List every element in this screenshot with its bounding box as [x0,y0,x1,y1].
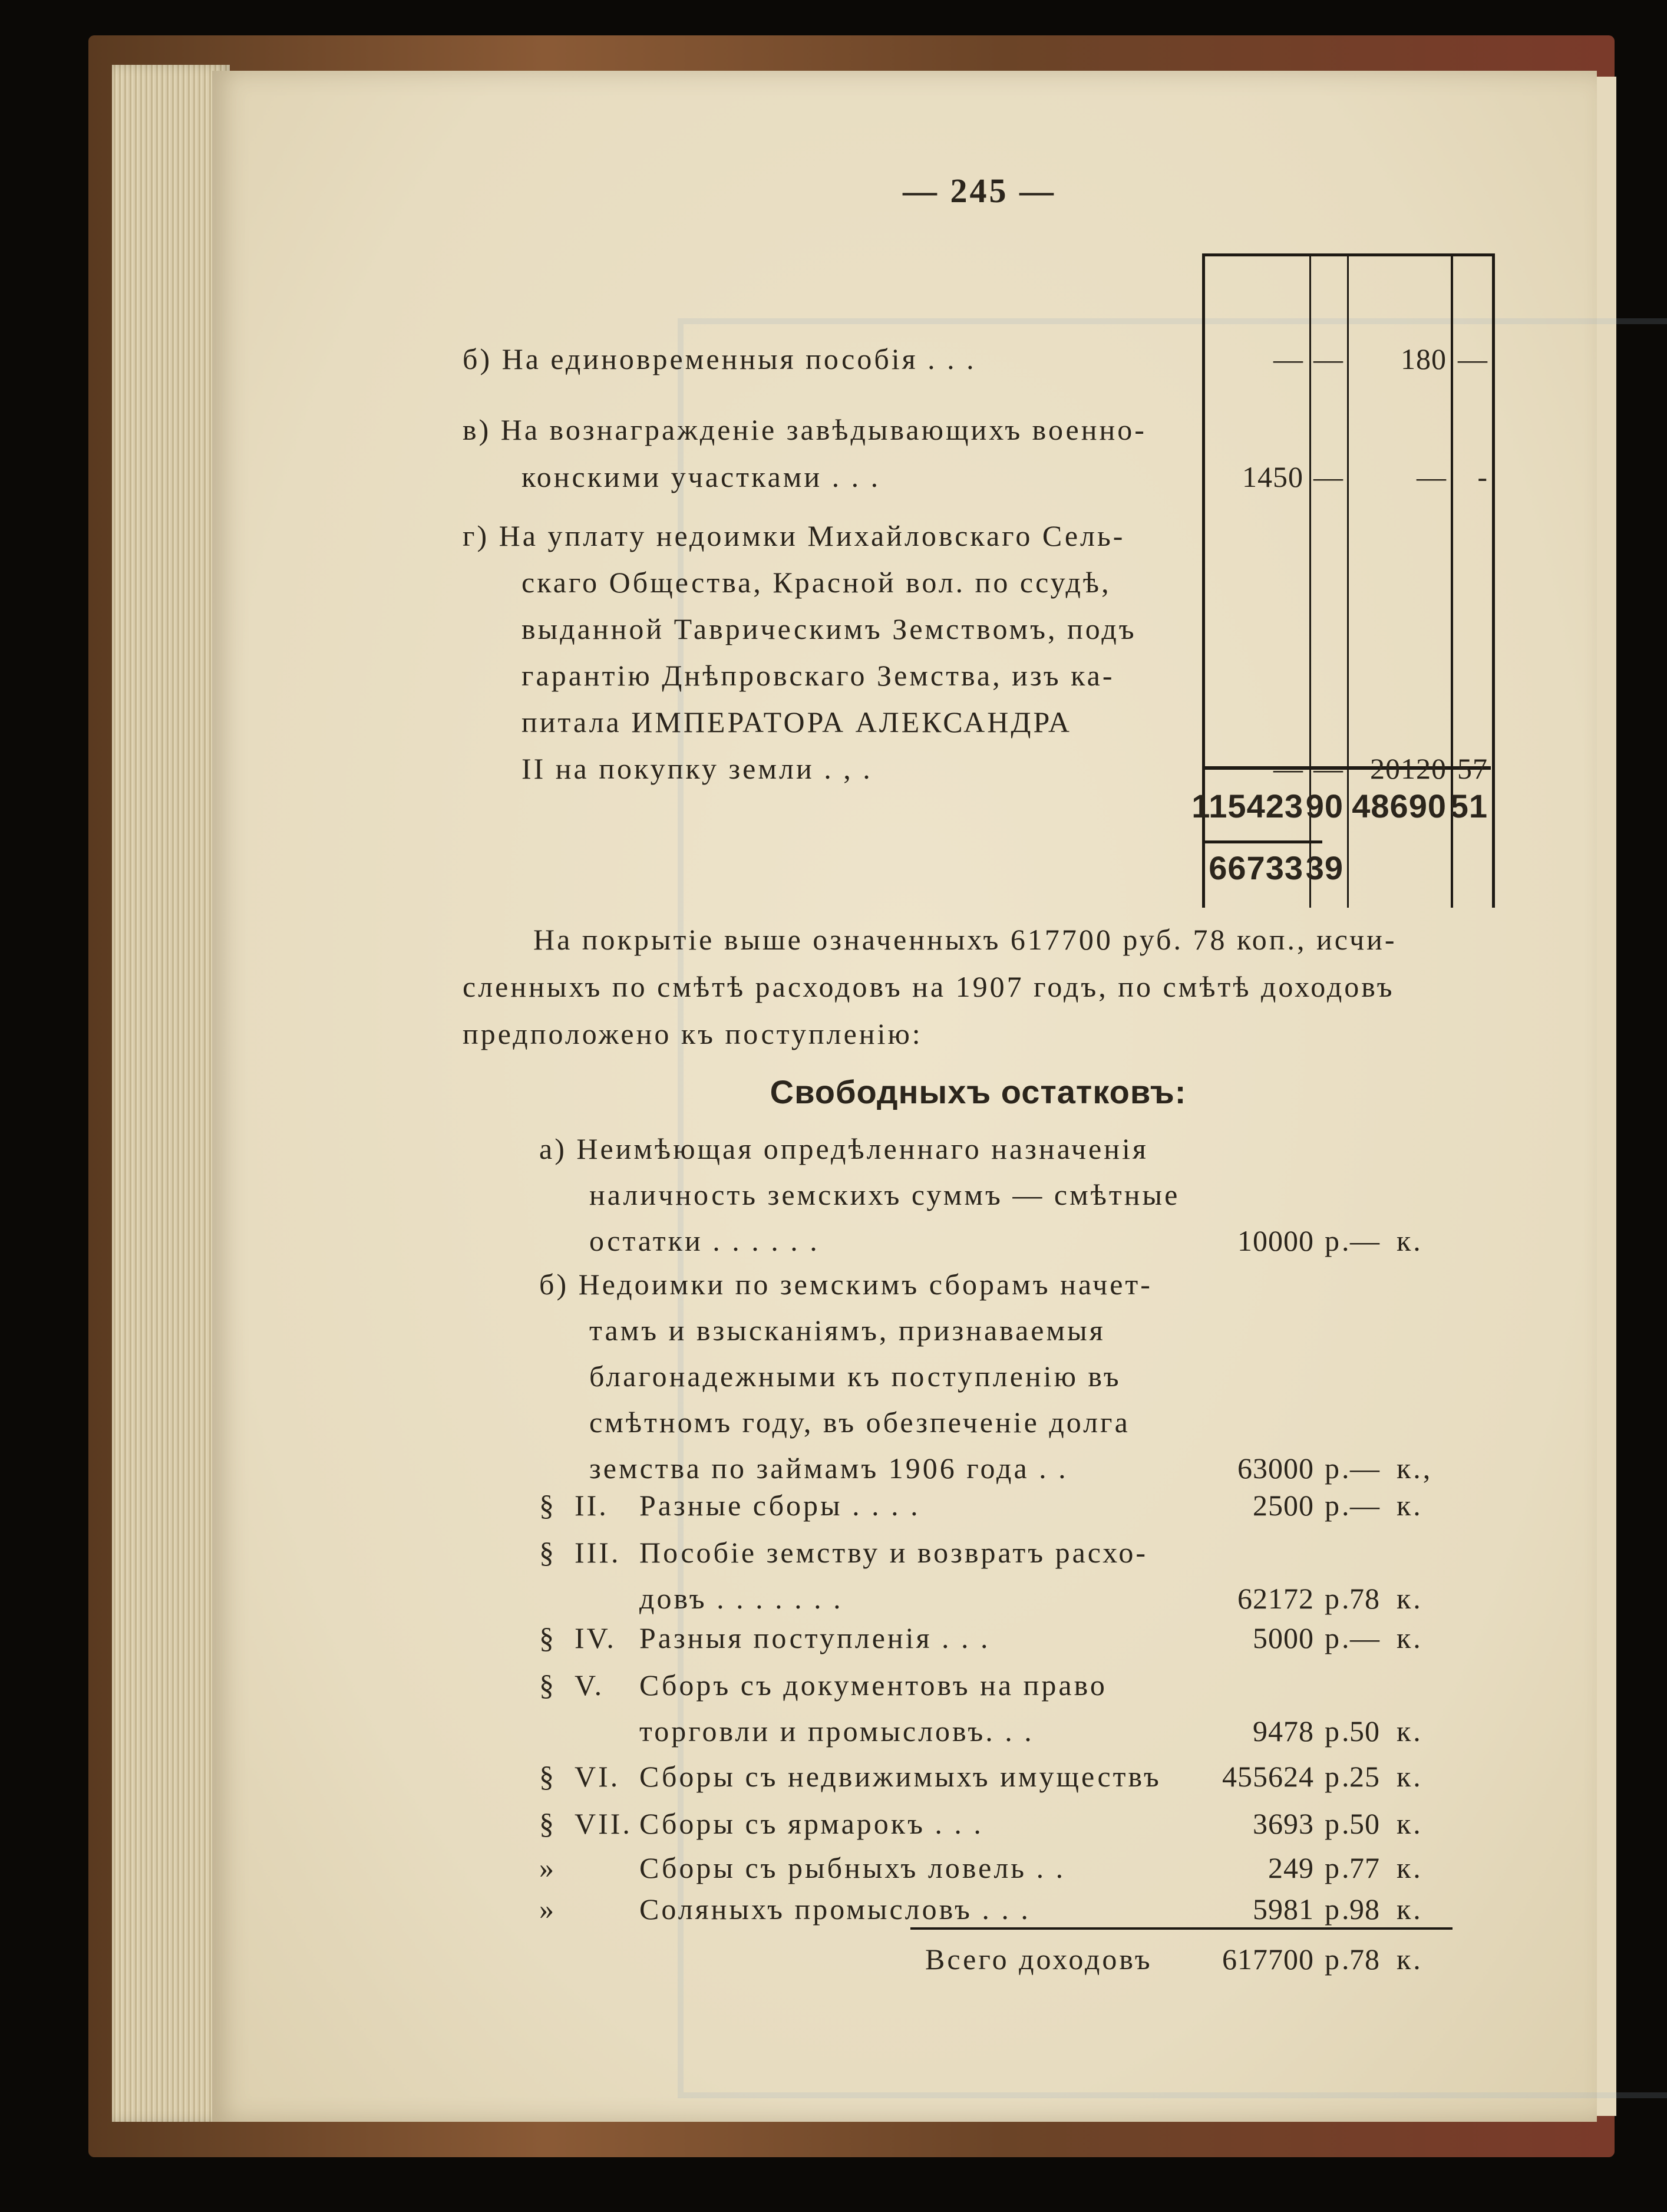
income-b-line: смѣтномъ году, въ обезпеченіе долга [589,1406,1130,1439]
expense-g-line: скаго Общества, Красной вол. по ссудѣ, [521,566,1111,599]
income-item-kop: 77 [1349,1851,1380,1884]
expense-total-col3: 48690 [1352,787,1447,825]
income-item-kop: 50 [1349,1715,1380,1748]
income-item-rub: 455624 [1222,1760,1314,1793]
expense-v-col1: 1450 [1242,460,1303,493]
expense-v-col4: - [1477,460,1488,493]
expense-b-col4: — [1458,342,1488,375]
income-item-line: Сборъ съ документовъ на право [639,1669,1107,1702]
income-item-k: к. [1397,1851,1423,1884]
expense-g-col4: 57 [1457,752,1488,785]
expense-v-col2: — [1313,460,1343,493]
income-item-kop: — [1350,1489,1380,1522]
income-item-k: к. [1397,1893,1423,1926]
income-item-r: р. [1325,1893,1352,1926]
income-total-rule [910,1927,1453,1930]
section-number: II. [575,1489,609,1522]
income-a-r: р. [1325,1224,1352,1257]
income-item-k: к. [1397,1489,1423,1522]
expense-g-line: II на покупку земли . , . [521,752,873,785]
income-item-k: к. [1397,1760,1423,1793]
income-b-rub: 63000 [1237,1452,1314,1485]
income-item-line: Сборы съ рыбныхъ ловель . . [639,1851,1066,1884]
expense-g-col3: 20120 [1370,752,1447,785]
section-heading: Свободныхъ остатковъ: [770,1073,1187,1110]
section-number: III. [575,1536,621,1569]
income-item-kop: — [1350,1621,1380,1654]
income-item-line: Соляныхъ промысловъ . . . [639,1893,1031,1926]
income-total-k: к. [1397,1943,1423,1976]
paragraph-line: предположено къ поступленію: [463,1017,923,1050]
section-sign: » [539,1851,556,1884]
income-b-line: тамъ и взысканіямъ, признаваемыя [589,1314,1105,1347]
income-b-kop: — [1350,1452,1380,1485]
income-item-kop: 98 [1349,1893,1380,1926]
section-sign: § [539,1760,556,1793]
expense-g-line: г) На уплату недоимки Михайловскаго Сель- [463,519,1125,552]
expense-g-line: выданной Таврическимъ Земствомъ, подъ [521,612,1137,645]
section-number: IV. [575,1621,616,1654]
income-item-r: р. [1325,1621,1352,1654]
table-total-rule [1204,766,1491,770]
income-total-label: Всего доходовъ [925,1943,1153,1976]
expense-v-line: конскими участками . . . [521,460,881,493]
table-subtotal-rule [1204,840,1322,843]
expense-total-col4: 51 [1450,787,1488,825]
expense-subtotal-col2: 39 [1305,849,1343,886]
income-item-rub: 249 [1268,1851,1314,1884]
expense-v-line: в) На вознагражденіе завѣдывающихъ военно- [463,413,1147,446]
income-item-line: Разные сборы . . . . [639,1489,920,1522]
income-b-k: к., [1397,1452,1433,1485]
table-col-rule-5 [1492,253,1495,908]
section-number: VI. [575,1760,620,1793]
income-item-line: Сборы съ недвижимыхъ имуществъ [639,1760,1161,1793]
income-item-r: р. [1325,1715,1352,1748]
expense-g-line: питала ИМПЕРАТОРА АЛЕКСАНДРА [521,706,1072,739]
income-item-rub: 2500 [1253,1489,1314,1522]
expense-b-line: б) На единовременныя пособія . . . [463,342,976,375]
income-a-k: к. [1397,1224,1423,1257]
income-item-kop: 25 [1349,1760,1380,1793]
income-item-r: р. [1325,1760,1352,1793]
section-number: VII. [575,1807,632,1840]
income-item-r: р. [1325,1851,1352,1884]
expense-b-col3: 180 [1401,342,1447,375]
income-a-kop: — [1350,1224,1380,1257]
income-item-rub: 62172 [1237,1582,1314,1615]
expense-total-col1: 115423 [1191,787,1303,825]
expense-subtotal-col1: 66733 [1209,849,1303,886]
income-b-r: р. [1325,1452,1352,1485]
income-b-line: б) Недоимки по земскимъ сборамъ начет- [539,1268,1153,1301]
income-item-k: к. [1397,1715,1423,1748]
income-total-r: р. [1325,1943,1352,1976]
section-sign: § [539,1807,556,1840]
section-sign: » [539,1893,556,1926]
income-item-line: торговли и промысловъ. . . [639,1715,1034,1748]
expense-g-line: гарантію Днѣпровскаго Земства, изъ ка- [521,659,1115,692]
income-total-rub: 617700 [1222,1943,1314,1976]
income-item-k: к. [1397,1807,1423,1840]
income-item-kop: 50 [1349,1807,1380,1840]
expense-b-col1: — [1273,342,1303,375]
expense-v-col3: — [1417,460,1447,493]
expense-g-col2: — [1313,752,1343,785]
income-item-kop: 78 [1349,1582,1380,1615]
expense-total-col2: 90 [1305,787,1343,825]
page-number: — 245 — [903,172,1056,210]
income-item-line: Сборы съ ярмарокъ . . . [639,1807,983,1840]
income-item-rub: 5981 [1253,1893,1314,1926]
section-sign: § [539,1669,556,1702]
income-item-k: к. [1397,1621,1423,1654]
table-col-rule-3 [1347,253,1349,908]
income-a-rub: 10000 [1237,1224,1314,1257]
income-item-line: Разныя поступленія . . . [639,1621,991,1654]
paragraph-line: сленныхъ по смѣтѣ расходовъ на 1907 годъ, по смѣтѣ доходовъ [463,970,1395,1003]
income-item-r: р. [1325,1582,1352,1615]
income-a-line: наличность земскихъ суммъ — смѣтные [589,1178,1180,1211]
expense-g-col1: — [1273,752,1303,785]
income-a-line: а) Неимѣющая опредѣленнаго назначенія [539,1132,1148,1165]
section-sign: § [539,1621,556,1654]
income-b-line: благонадежными къ поступленію въ [589,1360,1121,1393]
income-b-line: земства по займамъ 1906 года . . [589,1452,1068,1485]
income-total-kop: 78 [1349,1943,1380,1976]
expense-b-col2: — [1313,342,1343,375]
income-item-k: к. [1397,1582,1423,1615]
section-number: V. [575,1669,605,1702]
income-item-r: р. [1325,1807,1352,1840]
income-a-line: остатки . . . . . . [589,1224,820,1257]
income-item-rub: 5000 [1253,1621,1314,1654]
income-item-line: Пособіе земству и возвратъ расхо- [639,1536,1148,1569]
income-item-rub: 9478 [1253,1715,1314,1748]
paragraph-line: На покрытіе выше означенныхъ 617700 руб. 78 коп., исчи- [533,923,1397,956]
income-item-line: довъ . . . . . . . [639,1582,843,1615]
income-item-r: р. [1325,1489,1352,1522]
section-sign: § [539,1536,556,1569]
income-item-rub: 3693 [1253,1807,1314,1840]
section-sign: § [539,1489,556,1522]
